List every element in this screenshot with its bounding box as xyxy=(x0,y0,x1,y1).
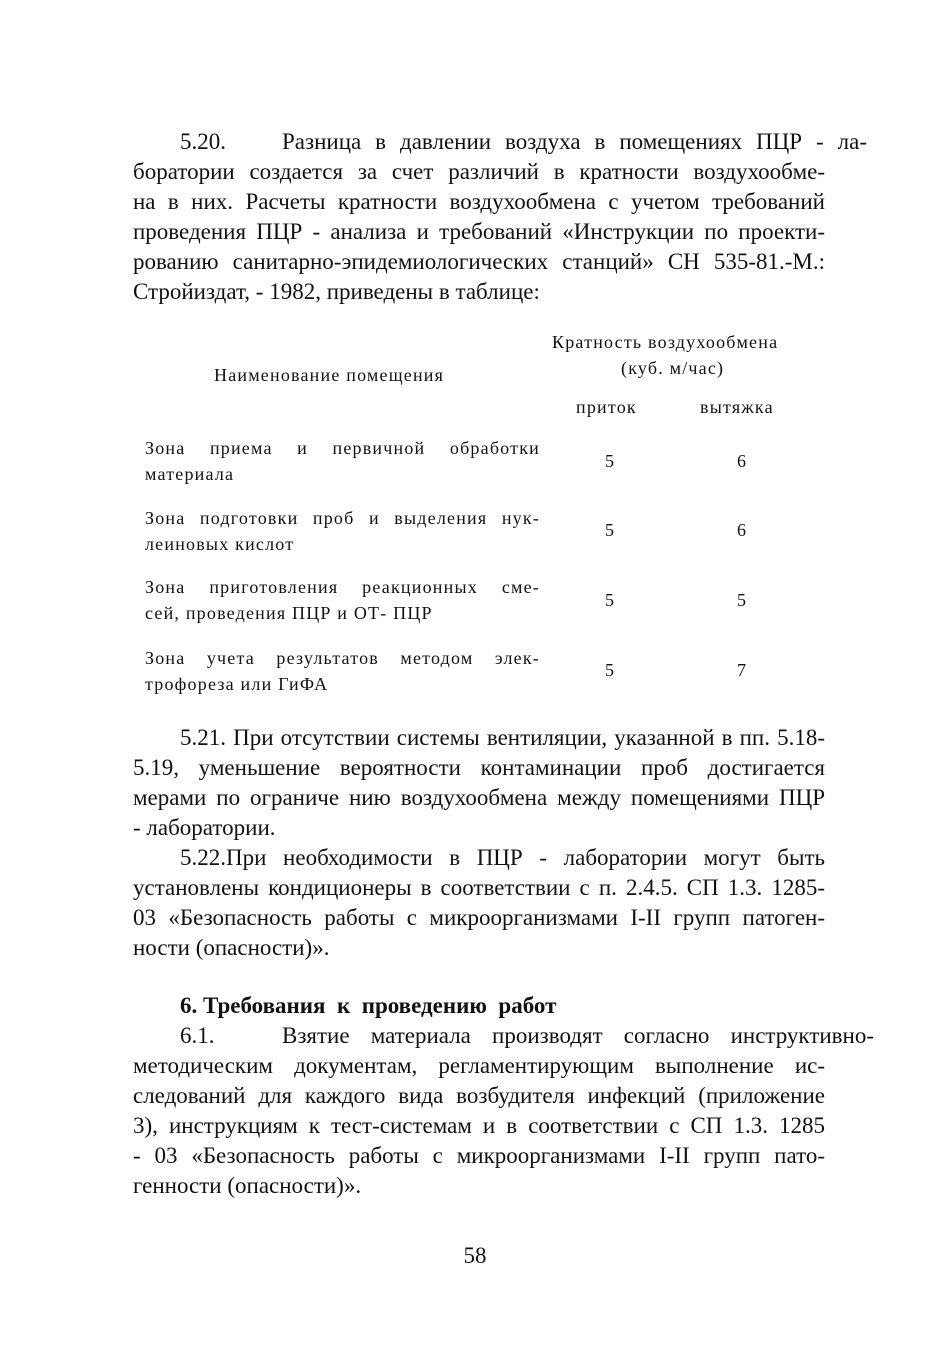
paragraph-5-21-line-2: 5.19, уменьшение вероятности контаминации проб достигается xyxy=(133,755,825,780)
table-row-2-name-line-2: леиновых кислот xyxy=(145,534,295,554)
paragraph-5-21-line-4: - лаборатории. xyxy=(133,815,276,840)
table-row-3-exhaust: 5 xyxy=(737,590,746,610)
paragraph-6-1-line-4: 3), инструкциям к тест-системам и в соответствии с СП 1.3. 1285 xyxy=(133,1113,825,1138)
paragraph-5-22-line-1: 5.22.При необходимости в ПЦР - лаборатории могут быть xyxy=(180,845,825,870)
paragraph-6-1-line-5: - 03 «Безопасность работы с микроорганизмами I-II групп пато- xyxy=(133,1143,825,1168)
table-row-3-supply: 5 xyxy=(605,590,614,610)
table-row-1-name xyxy=(145,435,540,487)
paragraph-5-20-line-5: рованию санитарно-эпидемиологических станций» СН 535-81.-М.: xyxy=(133,249,825,274)
table-row-4-name-line-2: трофореза или ГиФА xyxy=(145,674,329,694)
section-6-heading: 6. Требования к проведению работ xyxy=(180,993,557,1018)
paragraph-5-20-line-1: Разница в давлении воздуха в помещениях ПЦР - ла- xyxy=(282,129,867,154)
table-row-1-supply: 5 xyxy=(605,451,614,471)
table-row-1-name-line-2: материала xyxy=(145,464,235,484)
paragraph-5-20-line-3: на в них. Расчеты кратности воздухообмена с учетом требований xyxy=(133,189,825,214)
paragraph-number-6-1: 6.1. xyxy=(180,1023,215,1048)
table-row-4-name xyxy=(145,645,540,697)
paragraph-number-5-20: 5.20. xyxy=(180,129,226,154)
paragraph-6-1-line-3: следований для каждого вида возбудителя инфекций (приложение xyxy=(133,1083,825,1108)
paragraph-5-21-line-3: мерами по ограниче нию воздухообмена между помещениями ПЦР xyxy=(133,785,825,810)
table-row-2-supply: 5 xyxy=(605,520,614,540)
paragraph-5-22-line-4: ности (опасности)». xyxy=(133,935,330,960)
paragraph-5-22-line-3: 03 «Безопасность работы с микроорганизмами I-II групп патоген- xyxy=(133,905,825,930)
table-header-supply: приток xyxy=(576,397,637,417)
table-row-4-name-line-1: Зона учета результатов методом элек- xyxy=(145,648,540,668)
paragraph-5-20-line-2: боратории создается за счет различий в кратности воздухообме- xyxy=(133,159,825,184)
paragraph-5-22-line-2: установлены кондиционеры в соответствии с п. 2.4.5. СП 1.3. 1285- xyxy=(133,875,825,900)
paragraph-5-20-line-6: Стройиздат, - 1982, приведены в таблице: xyxy=(133,279,540,304)
table-row-2-exhaust: 6 xyxy=(737,520,746,540)
table-row-4-exhaust: 7 xyxy=(737,660,746,680)
paragraph-6-1-line-1: Взятие материала производят согласно инструктивно- xyxy=(282,1023,874,1048)
table-row-3-name-line-1: Зона приготовления реакционных сме- xyxy=(145,577,540,597)
table-header-rate-line-1: Кратность воздухообмена xyxy=(552,332,779,352)
paragraph-6-1-line-2: методическим документам, регламентирующим выполнение ис- xyxy=(133,1053,825,1078)
paragraph-5-21-line-1: 5.21. При отсутствии системы вентиляции, указанной в пп. 5.18- xyxy=(180,725,825,750)
table-row-4-supply: 5 xyxy=(605,660,614,680)
table-row-1-name-line-1: Зона приема и первичной обработки xyxy=(145,438,540,458)
paragraph-6-1-line-6: генности (опасности)». xyxy=(133,1173,362,1198)
table-header-room: Наименование помещения xyxy=(214,365,445,385)
paragraph-5-20-line-4: проведения ПЦР - анализа и требований «Инструкции по проекти- xyxy=(133,219,825,244)
table-row-3-name xyxy=(145,574,540,626)
table-header-rate-line-2: (куб. м/час) xyxy=(621,358,725,378)
table-row-3-name-line-2: сей, проведения ПЦР и ОТ- ПЦР xyxy=(145,603,433,623)
table-header-exhaust: вытяжка xyxy=(700,397,774,417)
table-row-1-exhaust: 6 xyxy=(737,451,746,471)
table-row-2-name xyxy=(145,505,540,557)
page-number: 58 xyxy=(463,1243,487,1268)
table-row-2-name-line-1: Зона подготовки проб и выделения нук- xyxy=(145,508,540,528)
